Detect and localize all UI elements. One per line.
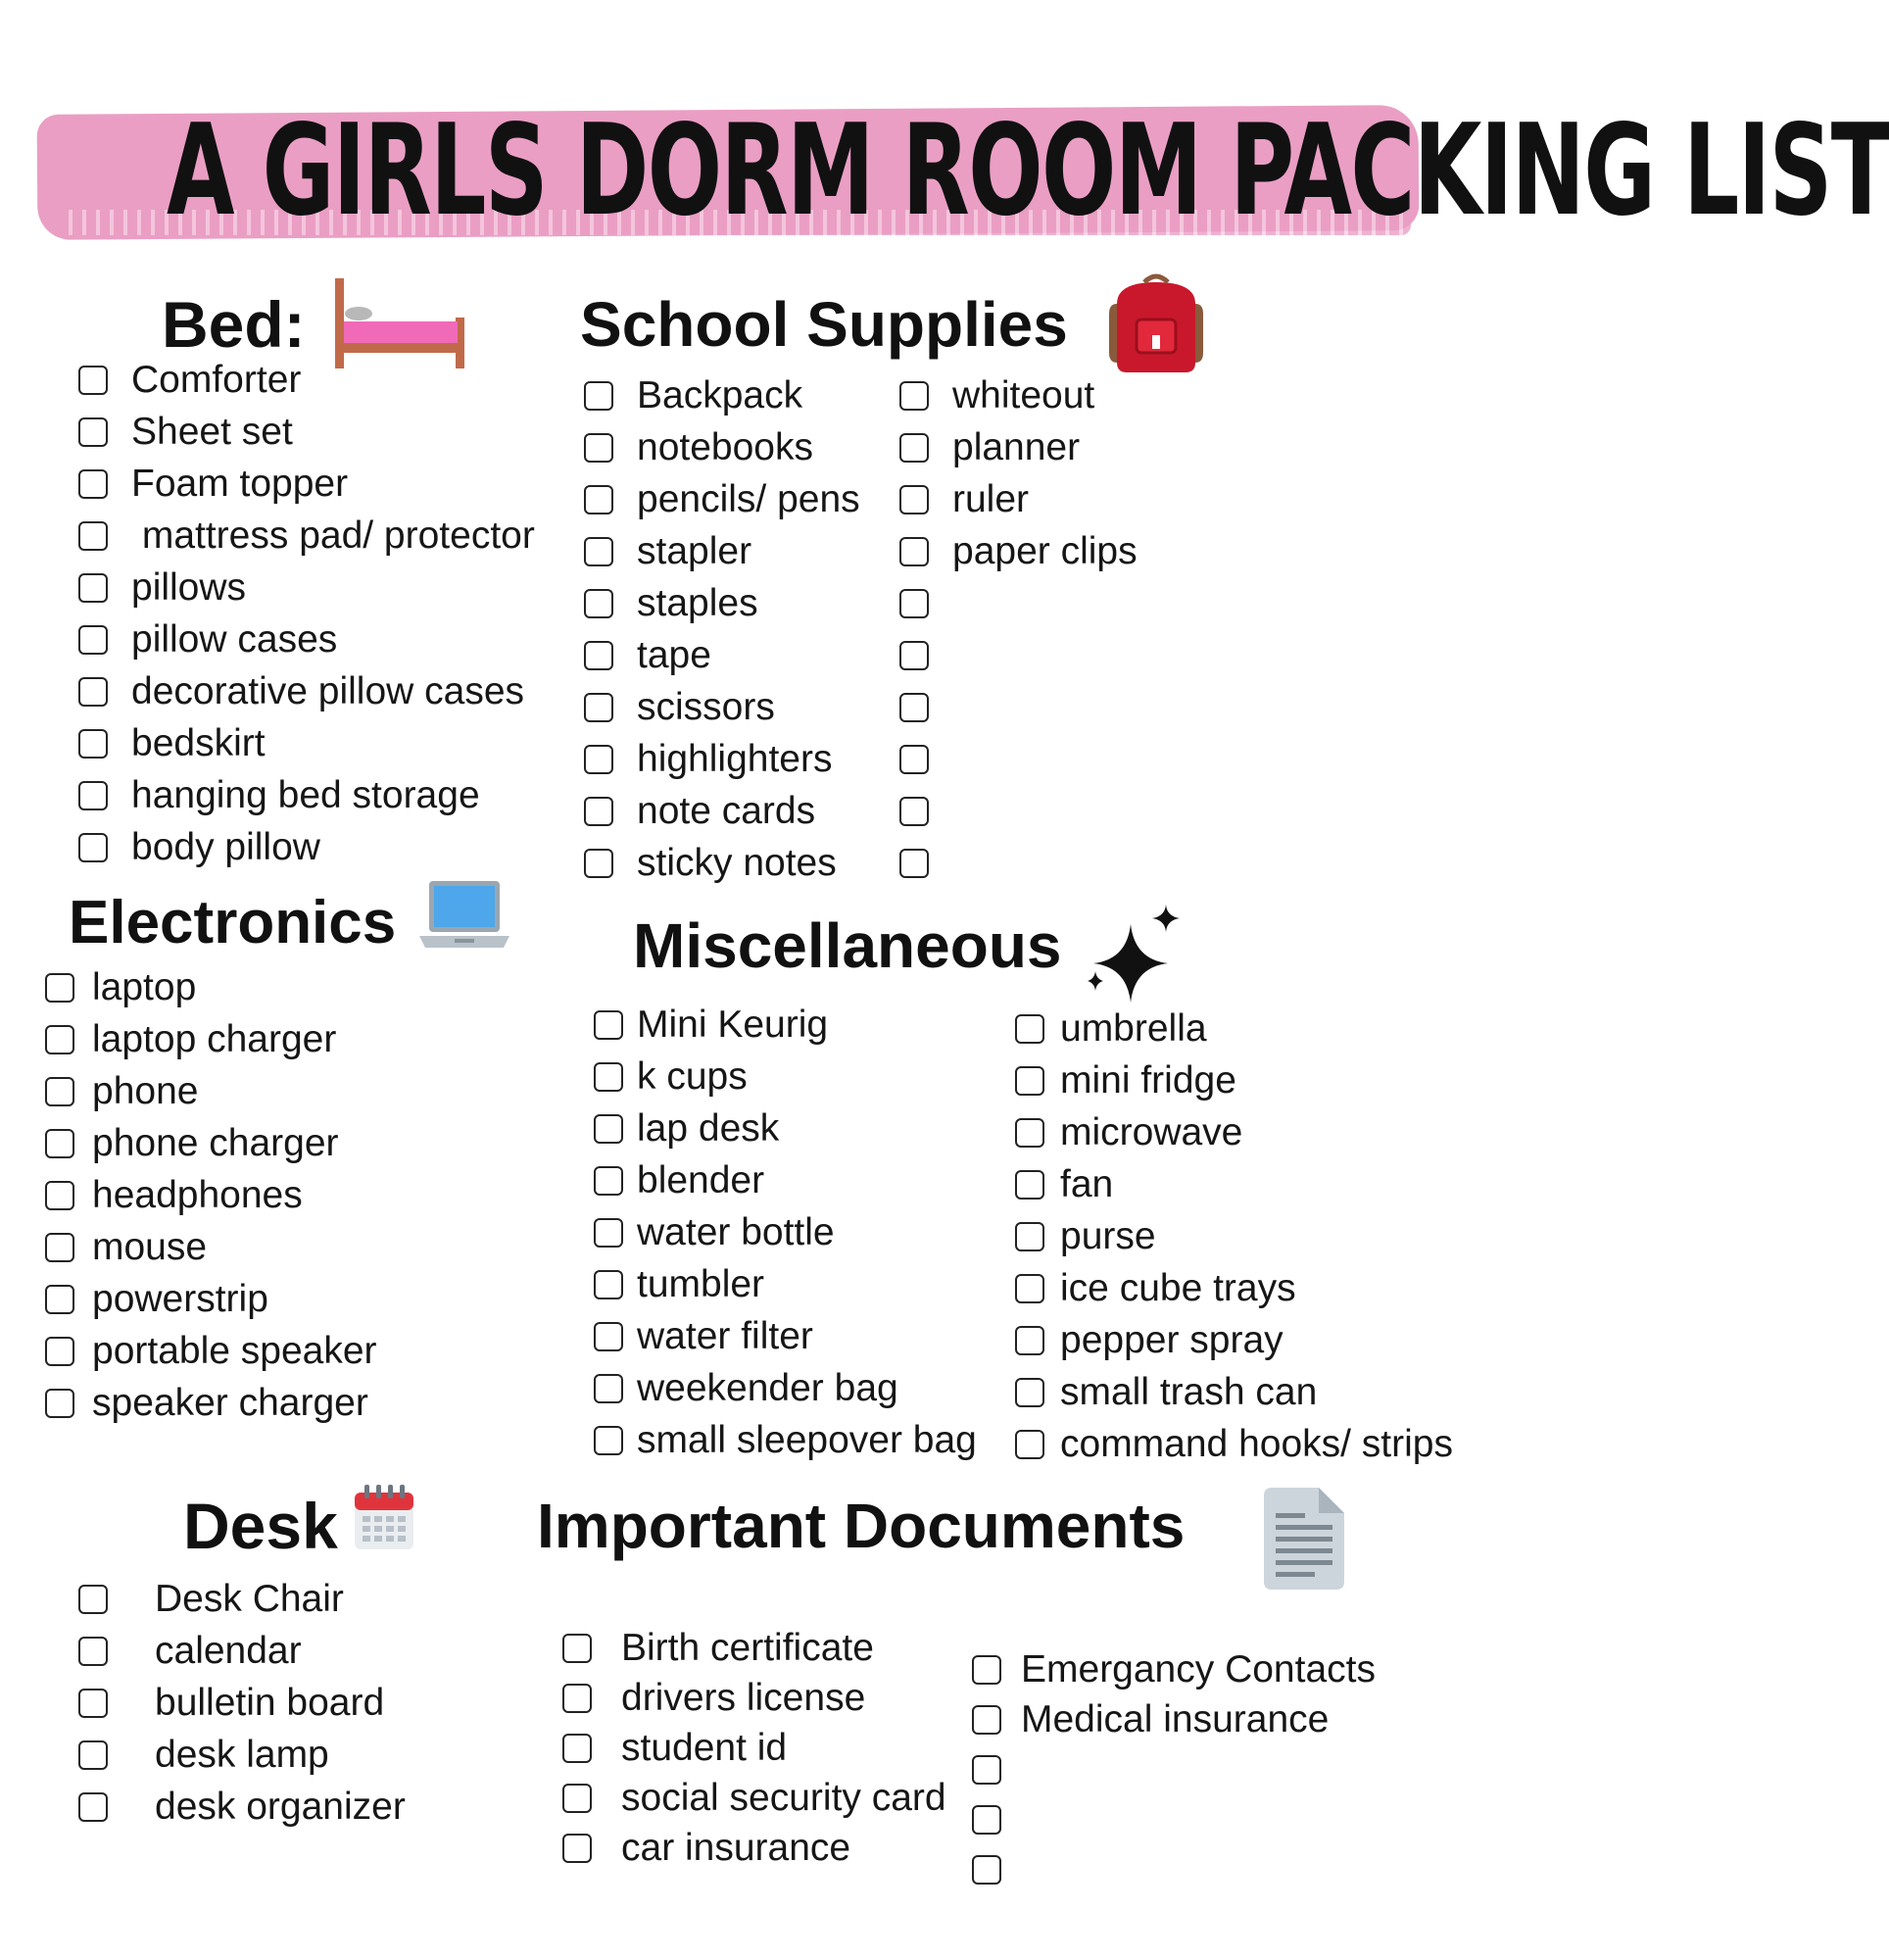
checkbox[interactable]	[78, 366, 108, 395]
checkbox[interactable]	[594, 1322, 623, 1351]
checkbox[interactable]	[972, 1705, 1001, 1735]
checklist-item[interactable]	[899, 630, 952, 681]
checkbox[interactable]	[899, 589, 929, 618]
checklist-item[interactable]: water bottle	[594, 1207, 835, 1258]
checkbox[interactable]	[78, 781, 108, 810]
checklist-item[interactable]	[899, 838, 952, 889]
checklist-item[interactable]: umbrella	[1015, 1004, 1207, 1054]
checkbox[interactable]	[1015, 1014, 1044, 1044]
checkbox[interactable]	[78, 729, 108, 759]
checklist-item[interactable]: student id	[562, 1723, 787, 1773]
checklist-item[interactable]: Foam topper	[78, 459, 348, 510]
document-icon	[1260, 1488, 1348, 1590]
checklist-item[interactable]: phone charger	[45, 1118, 339, 1169]
school-list-col2	[899, 370, 1193, 900]
checkbox[interactable]	[1015, 1170, 1044, 1200]
checkbox[interactable]	[45, 1233, 74, 1262]
checkbox[interactable]	[78, 677, 108, 707]
misc-list-col2	[1015, 1004, 1485, 1474]
checklist-item[interactable]: pillows	[78, 563, 246, 613]
school-list-col1	[584, 370, 907, 900]
checkbox[interactable]	[78, 417, 108, 447]
docs-heading: Important Documents	[537, 1491, 1186, 1561]
checklist-item[interactable]: speaker charger	[45, 1378, 368, 1429]
checklist-item[interactable]	[899, 786, 952, 837]
checkbox[interactable]	[562, 1634, 592, 1663]
checkbox[interactable]	[1015, 1430, 1044, 1459]
electronics-heading: Electronics	[69, 889, 397, 956]
checkbox[interactable]	[584, 485, 613, 514]
checkbox[interactable]	[899, 381, 929, 411]
checkbox[interactable]	[899, 745, 929, 774]
electronics-list	[45, 962, 555, 1433]
checklist-item[interactable]: water filter	[594, 1311, 813, 1362]
checkbox[interactable]	[584, 849, 613, 878]
desk-heading: Desk	[183, 1490, 338, 1562]
checkbox[interactable]	[45, 1129, 74, 1158]
checkbox[interactable]	[562, 1834, 592, 1863]
checkbox[interactable]	[1015, 1274, 1044, 1303]
checklist-item[interactable]: scissors	[584, 682, 775, 733]
checkbox[interactable]	[584, 589, 613, 618]
checklist-item[interactable]: pillow cases	[78, 614, 337, 665]
checkbox[interactable]	[78, 469, 108, 499]
bed-list	[78, 355, 568, 884]
checkbox[interactable]	[78, 1585, 108, 1614]
checklist-item[interactable]: k cups	[594, 1052, 748, 1102]
checkbox[interactable]	[78, 521, 108, 551]
checklist-item[interactable]: social security card	[562, 1773, 946, 1823]
misc-list-col1	[594, 1000, 1015, 1470]
checklist-item[interactable]: pencils/ pens	[584, 474, 860, 525]
checklist-item[interactable]: note cards	[584, 786, 815, 837]
checklist-item[interactable]	[972, 1744, 1021, 1794]
checkbox[interactable]	[45, 1025, 74, 1054]
checklist-item[interactable]: command hooks/ strips	[1015, 1419, 1453, 1470]
checkbox[interactable]	[78, 1740, 108, 1770]
checklist-item[interactable]: Medical insurance	[972, 1694, 1329, 1744]
checklist-item[interactable]: purse	[1015, 1211, 1156, 1262]
checkbox[interactable]	[899, 693, 929, 722]
checklist-item[interactable]	[899, 578, 952, 629]
checklist-item[interactable]: small trash can	[1015, 1367, 1317, 1418]
school-heading: School Supplies	[580, 289, 1068, 360]
checklist-item[interactable]	[899, 734, 952, 785]
checkbox[interactable]	[562, 1784, 592, 1813]
checklist-item[interactable]: drivers license	[562, 1673, 865, 1723]
checkbox[interactable]	[45, 1181, 74, 1210]
checkbox[interactable]	[899, 433, 929, 463]
checkbox[interactable]	[45, 1077, 74, 1106]
checkbox[interactable]	[78, 1689, 108, 1718]
checklist-item[interactable]: fan	[1015, 1159, 1113, 1210]
checkbox[interactable]	[972, 1755, 1001, 1785]
checkbox[interactable]	[594, 1062, 623, 1092]
checkbox[interactable]	[594, 1218, 623, 1248]
checklist-item[interactable]: Backpack	[584, 370, 802, 421]
checkbox[interactable]	[899, 537, 929, 566]
checklist-item[interactable]: bedskirt	[78, 718, 266, 769]
checklist-item[interactable]: lap desk	[594, 1103, 779, 1154]
checklist-item[interactable]	[899, 682, 952, 733]
checkbox[interactable]	[45, 973, 74, 1003]
checklist-item[interactable]	[972, 1794, 1021, 1844]
checkbox[interactable]	[972, 1805, 1001, 1835]
checkbox[interactable]	[594, 1166, 623, 1196]
checklist-item[interactable]: headphones	[45, 1170, 303, 1221]
checklist-item[interactable]: microwave	[1015, 1107, 1242, 1158]
checkbox[interactable]	[1015, 1326, 1044, 1355]
calendar-icon	[353, 1485, 415, 1551]
checklist-item[interactable]: stapler	[584, 526, 751, 577]
checklist-item[interactable]: planner	[899, 422, 1080, 473]
checklist-item[interactable]: desk lamp	[78, 1730, 329, 1781]
checkbox[interactable]	[594, 1426, 623, 1455]
checklist-item[interactable]: calendar	[78, 1626, 302, 1677]
checkbox[interactable]	[972, 1855, 1001, 1885]
checkbox[interactable]	[1015, 1066, 1044, 1096]
page-title: A GIRLS DORM ROOM PACKING LIST	[166, 98, 1889, 244]
backpack-icon	[1107, 274, 1205, 376]
checkbox[interactable]	[594, 1114, 623, 1144]
checklist-item[interactable]: staples	[584, 578, 758, 629]
checkbox[interactable]	[562, 1734, 592, 1763]
checkbox[interactable]	[78, 1792, 108, 1822]
docs-list-col1	[562, 1623, 974, 1897]
checklist-item[interactable]: mattress pad/ protector	[78, 511, 535, 562]
misc-heading: Miscellaneous	[633, 910, 1062, 981]
checkbox[interactable]	[45, 1285, 74, 1314]
checkbox[interactable]	[899, 797, 929, 826]
checklist-item[interactable]: decorative pillow cases	[78, 666, 524, 717]
checkbox[interactable]	[584, 797, 613, 826]
checklist-item[interactable]: Birth certificate	[562, 1623, 874, 1673]
checkbox[interactable]	[1015, 1378, 1044, 1407]
checkbox[interactable]	[78, 573, 108, 603]
checkbox[interactable]	[78, 833, 108, 862]
checkbox[interactable]	[584, 693, 613, 722]
checklist-item[interactable]: Desk Chair	[78, 1574, 344, 1625]
checklist-item[interactable]: car insurance	[562, 1823, 850, 1873]
checklist-item[interactable]: laptop charger	[45, 1014, 336, 1065]
bed-heading: Bed:	[162, 288, 306, 361]
checkbox[interactable]	[594, 1270, 623, 1299]
checklist-item[interactable]: tumbler	[594, 1259, 764, 1310]
checkbox[interactable]	[584, 641, 613, 670]
checklist-item[interactable]: bulletin board	[78, 1678, 384, 1729]
checkbox[interactable]	[594, 1374, 623, 1403]
checklist-item[interactable]: blender	[594, 1155, 764, 1206]
desk-list	[78, 1574, 509, 1848]
checkbox[interactable]	[1015, 1118, 1044, 1148]
laptop-icon	[419, 879, 509, 952]
checklist-item[interactable]: desk organizer	[78, 1782, 406, 1833]
checkbox[interactable]	[1015, 1222, 1044, 1251]
checklist-item[interactable]: whiteout	[899, 370, 1094, 421]
checklist-item[interactable]: sticky notes	[584, 838, 837, 889]
checklist-item[interactable]: paper clips	[899, 526, 1138, 577]
checklist-item[interactable]: tape	[584, 630, 711, 681]
checkbox[interactable]	[584, 433, 613, 463]
checklist-item[interactable]: hanging bed storage	[78, 770, 480, 821]
checklist-item[interactable]: laptop	[45, 962, 196, 1013]
checklist-item[interactable]: Mini Keurig	[594, 1000, 828, 1051]
checkbox[interactable]	[562, 1684, 592, 1713]
checklist-item[interactable]: phone	[45, 1066, 198, 1117]
checkbox[interactable]	[594, 1010, 623, 1040]
checkbox[interactable]	[899, 849, 929, 878]
checklist-item[interactable]: Sheet set	[78, 407, 293, 458]
checkbox[interactable]	[584, 537, 613, 566]
checklist-item[interactable]: highlighters	[584, 734, 832, 785]
checklist-item[interactable]: powerstrip	[45, 1274, 268, 1325]
checklist-item[interactable]: small sleepover bag	[594, 1415, 977, 1466]
checklist-item[interactable]: body pillow	[78, 822, 320, 873]
checklist-item[interactable]	[972, 1844, 1021, 1894]
checklist-item[interactable]: mouse	[45, 1222, 207, 1273]
sparkles-icon	[1074, 905, 1182, 1003]
checkbox[interactable]	[78, 625, 108, 655]
checklist-item[interactable]: notebooks	[584, 422, 813, 473]
checklist-item[interactable]: Emergancy Contacts	[972, 1644, 1376, 1694]
checklist-item[interactable]: pepper spray	[1015, 1315, 1284, 1366]
checklist-item[interactable]: portable speaker	[45, 1326, 377, 1377]
checkbox[interactable]	[45, 1337, 74, 1366]
checkbox[interactable]	[78, 1637, 108, 1666]
checkbox[interactable]	[584, 745, 613, 774]
checkbox[interactable]	[899, 641, 929, 670]
checkbox[interactable]	[972, 1655, 1001, 1685]
checklist-item[interactable]: ice cube trays	[1015, 1263, 1296, 1314]
checkbox[interactable]	[584, 381, 613, 411]
checklist-item[interactable]: mini fridge	[1015, 1055, 1236, 1106]
checklist-item[interactable]: weekender bag	[594, 1363, 898, 1414]
checkbox[interactable]	[45, 1389, 74, 1418]
checklist-item[interactable]: Comforter	[78, 355, 301, 406]
checklist-item[interactable]: ruler	[899, 474, 1029, 525]
docs-list-col2	[972, 1644, 1462, 1919]
checkbox[interactable]	[899, 485, 929, 514]
